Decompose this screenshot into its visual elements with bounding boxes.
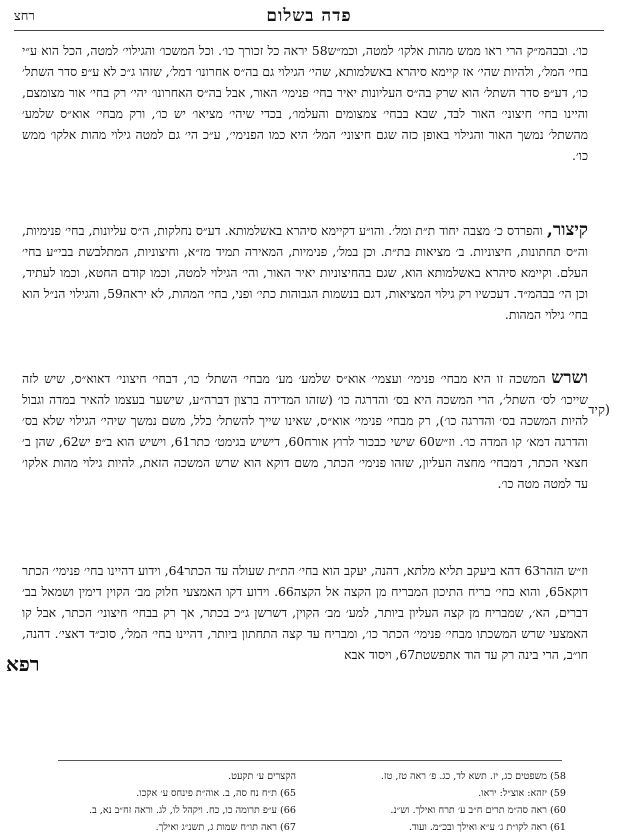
paragraph-2-lead: קיצור, xyxy=(546,220,588,240)
paragraph-2-text: והפרדס כ׳ מצבה יחוד ת״ת ומל׳. והו״ע דקיימא סיהרא באשלמותא. דע״ס נחלקות, ה״ס עליונות, בחי׳ פנימיות, וה״ס תחתונות, חיצוניות. ב׳ מציאות בת״ת. וכן במל׳, פנימיות, המאירה תמיד מז״א, וחיצוניות, המתלבשת בבי״ע בחי׳ העלם. וקיימא סיהרא באשלמותא הוא, שגם בהחיצוניות יאיר האור, והי׳ הגילוי למטה, וכמו קודם החטא, וכמו לעתיד, וכן הי׳ בבהמ״ד. דעכשיו רק גילוי המציאות, דגם בנשמות הגבוהות כתי׳ ופני, בחי׳ המהות, לא יראה59, והגילוי הנ״ל הוא בחי׳ גילוי המהות. xyxy=(22,223,588,322)
footnotes-left-column xyxy=(70,768,296,836)
footnote-item: 58) משפטים כג, יז. תשא לד, כג. פ׳ ראה טז, טז. xyxy=(380,771,566,782)
paragraph-2 xyxy=(22,220,588,325)
page-title: פדה בשלום xyxy=(266,6,352,26)
header-rule xyxy=(14,30,604,31)
footnote-item: 59) יזהא: אוצ״ל: יראו. xyxy=(478,788,566,799)
paragraph-1-text: כו׳. ובבהמ״ק הרי ראו ממש מהות אלקו׳ למטה, וכמ״ש58 יראה כל זכורך כו׳. וכל המשכו׳ והגילוי׳ למטה, הכל הוא ע״י בחי׳ המל׳, ולהיות שהי׳ אז קיימא סיהרא באשלמותא, שהי׳ הגילוי גם בה״ס אחרונו׳ דמל׳, שזהו ג״כ לא ע״פ סדר השתל׳ כו׳, דע״פ סדר השתל׳ הוא שרק בה״ס העליונות יאיר בחי׳ פנימי׳ האור, אבל בה״ס האחרונו׳ יהי׳ רק בחי׳ אור מצומצם, והיינו בחי׳ חיצוני׳ האור לבד, שבא בבחי׳ צמצומים והעלמו׳, בכדי שיהי׳ מציאו׳ יש כו׳, ורק מבחי׳ אוא״ס שלמע׳ מהשתל׳ נמשך האור והגילוי באופן כזה שגם חיצוני׳ המל׳ היא כמו הפנימי׳, ע״כ הי׳ גם למטה גילוי מהות אלקו׳ ממש כו׳. xyxy=(22,43,588,163)
paragraph-4 xyxy=(22,560,588,665)
margin-letter: רפא xyxy=(6,652,40,676)
footnote-item: 66) ע״פ תרומה כו, כח. ויקהל לו, לג. וראה זח״ב נא, ב. xyxy=(89,805,296,816)
footnote-item: הקצרים ע׳ תקעט. xyxy=(228,771,296,782)
paragraph-1 xyxy=(22,40,588,166)
footnotes-right-column xyxy=(340,768,566,836)
paragraph-3-text: המשכה זו היא מבחי׳ פנימי׳ ועצמי׳ אוא״ס שלמע׳ מע׳ מבחי׳ השתל׳ כו׳, דבחי׳ חיצוני׳ דאוא״ס, שיש לזה שייכו׳ לס׳ השתל׳, הרי המשכה היא בס׳ והדרגה כו׳ (שזהו המדידה ברצון דברה״ע, שישער בעצמו להאיר במדה וגבול להיות המשכה בס׳ והדרגה כו׳), רק מבחי׳ פנימי׳ אוא״ס, שאינו שייך להשתל׳ כלל, משם נמשך שיהי׳ הגילוי שלא בס׳ והדרגה דמא׳ קו המדה כו׳. וז״ש60 שישי כבכור לרוץ אורח60, דישיש בגימט׳ כתר61, וישיש הוא ב״פ יש62, שהן ב׳ חצאי הכתר, דמבחי׳ מחצה העליון, שזהו פנימי׳ הכתר, משם דוקא הוא שרש המשכה הזאת, להיות גילוי מהות אלקו׳ עד למטה מטה כו׳. xyxy=(22,371,588,491)
section-marker: קיד) xyxy=(588,403,610,418)
paragraph-3 xyxy=(22,368,588,494)
footnote-item: 67) ראה תו״ח שמות ג, תשנ״ג ואילך. xyxy=(155,822,296,833)
footnote-item: 65) ת״ח נח סה, ב. אוה״ת פינחס ע׳ אקכו. xyxy=(136,788,296,799)
footnote-rule xyxy=(58,760,562,761)
page-number: רחצ xyxy=(14,9,35,24)
paragraph-3-lead: ושרש xyxy=(551,368,588,388)
footnote-item: 60) ראה סה״מ תרים ח״ב ע׳ תרח ואילך. וש״נ. xyxy=(390,805,566,816)
footnote-item: 61) ראה לקו״ת ג׳ ע״א ואילך ובכ״מ. ועוד. xyxy=(408,822,566,833)
paragraph-4-text: וז״ש הזהר63 דהא ביעקב תליא מלתא, דהנה, יעקב הוא בחי׳ הת״ת שעולה עד הכתר64, וידוע דהיינו בחי׳ פנימי׳ הכתר דוקא65, והוא בחי׳ בריח התיכון המבריח מן הקצה אל הקצה66. וידוע דקו האמצעי חלוק מב׳ הקוין דימין ושמאל בב׳ דברים, הא׳, שמבריח מן קצה העליון ביותר, למע׳ מב׳ הקוין, דשרשן ג״כ בכתר, אך רק בבחי׳ חיצוני׳ הכתר, אבל קו האמצעי שרש המשכתו מבחי׳ פנימי׳ הכתר כו׳, ומבריח עד קצה התחתון ביותר, דהיינו בחי׳ המל׳, סוכ״ד דאצי׳. דהנה, חו״ב, הרי בינה רק עד הוד אתפשטת67, ויסוד אבא xyxy=(22,563,588,662)
